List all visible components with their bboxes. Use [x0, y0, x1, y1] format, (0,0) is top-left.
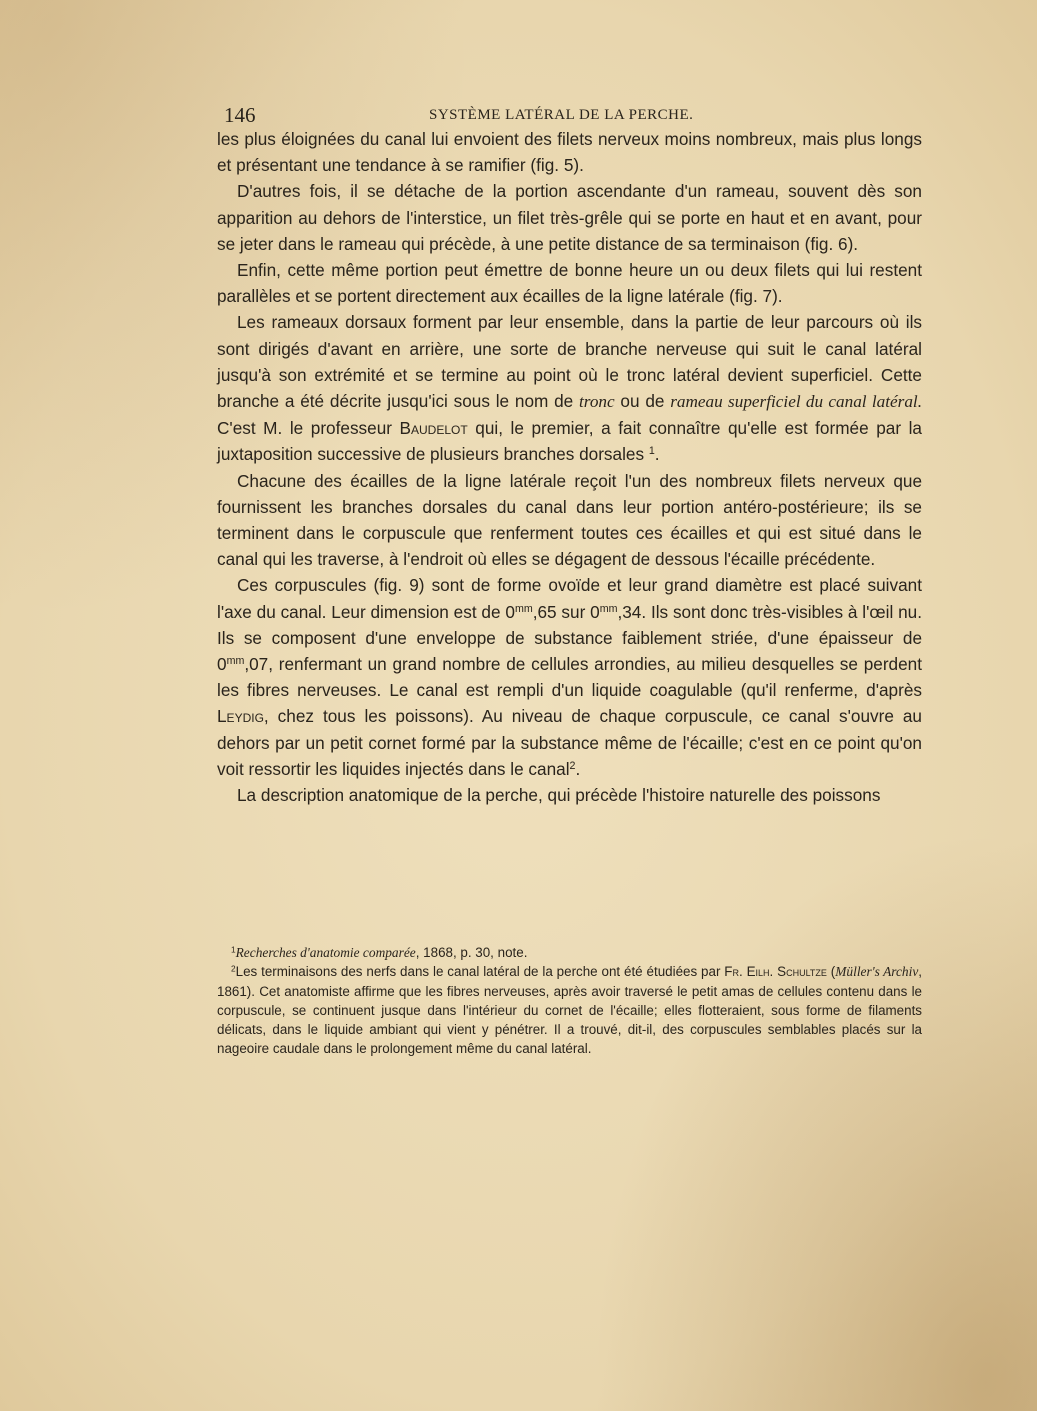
unit-mm: mm — [226, 655, 245, 668]
footnote-2-author: Fr. Eilh. Schultze — [724, 964, 827, 980]
footnote-ref-1: 1 — [648, 445, 655, 458]
term-rameau-superficiel: rameau superficiel du canal latéral. — [670, 392, 922, 412]
paragraph-6-text: ,65 sur 0 — [532, 601, 600, 622]
footnote-ref-2: 2 — [569, 760, 576, 773]
footnote-2 — [217, 962, 922, 1058]
footnote-mark-1: 1 — [231, 944, 236, 955]
page — [217, 100, 922, 808]
paragraph-7: La description anatomique de la perche, qui précède l'histoire naturelle des poissons — [237, 785, 881, 806]
paragraph-6-text: Ces corpuscules (fig. 9) sont de forme ovoïde et leur grand diamètre est placé suivant l'axe du canal. Leur dimension est de 0 — [217, 575, 922, 622]
author-leydig: Leydig — [217, 706, 264, 727]
footnote-2-text: ( — [826, 964, 836, 980]
unit-mm: mm — [599, 602, 618, 615]
footnote-1-text: , 1868, p. 30, note. — [415, 945, 528, 960]
page-number: 146 — [224, 103, 256, 127]
paragraph-4-text: qui, le premier, a fait connaître qu'elle est formée par la juxtaposition successive de plusieurs branches dorsales — [217, 418, 922, 465]
author-baudelot: Baudelot — [399, 418, 468, 439]
paragraph-6-text: , chez tous les poissons). Au niveau de chaque corpuscule, ce canal s'ouvre au dehors par un petit cornet formé par la substance même de l'écaille; c'est en ce point qu'on voit ressortir les liquides injectés dans le canal — [217, 706, 922, 779]
footnote-1 — [217, 943, 922, 962]
footnote-mark-2: 2 — [231, 963, 236, 974]
paragraph-1: les plus éloignées du canal lui envoient des filets nerveux moins nombreux, mais plus longs et présentant une tendance à se ramifier (fig. 5). — [217, 129, 922, 176]
paragraph-4-text: Les rameaux dorsaux forment par leur ensemble, dans la partie de leur parcours où ils sont dirigés d'avant en arrière, une sorte de branche nerveuse qui suit le canal latéral jusqu'à son extrémité et se termine au point où le tronc latéral devient superficiel. Cette branche a été décrite jusqu'ici sous le nom de — [217, 312, 922, 412]
running-head — [217, 100, 922, 126]
footnotes — [217, 943, 922, 1059]
footnote-1-title: Recherches d'anatomie comparée — [235, 945, 416, 960]
paragraph-6-text: ,07, renfermant un grand nombre de cellules arrondies, au milieu desquelles se perdent les fibres nerveuses. Le canal est rempli d'un liquide coagulable (qu'il renferme, d'après — [217, 654, 922, 701]
footnote-2-text: , 1861). Cet anatomiste affirme que les fibres nerveuses, après avoir traversé le petit amas de cellules contenu dans le corpuscule, se continuent jusque dans l'intérieur du cornet de l'écaille; elles flotteraient, sous forme de filaments délicats, dans le liquide ambiant qui vient y pénétrer. Il a trouvé, dit-il, des corpuscules semblables placés sur la nageoire caudale dans le prolongement même du canal latéral. — [217, 964, 922, 1057]
paragraph-4-text: . — [654, 444, 660, 465]
paragraph-4-text: C'est M. le professeur — [217, 418, 400, 439]
footnote-2-text: Les terminaisons des nerfs dans le canal latéral de la perche ont été étudiées par — [235, 964, 725, 980]
footnote-2-journal: Müller's Archiv — [835, 964, 919, 980]
paragraph-6 — [217, 572, 922, 782]
paragraph-6-text: ,34. Ils sont donc très-visibles à l'œil nu. Ils se composent d'une enveloppe de substance faiblement striée, d'une épaisseur de 0 — [217, 601, 922, 675]
paragraph-4-text: ou de — [614, 391, 671, 412]
paragraph-3: Enfin, cette même portion peut émettre de bonne heure un ou deux filets qui lui restent parallèles et se portent directement aux écailles de la ligne latérale (fig. 7). — [217, 260, 922, 307]
term-tronc: tronc — [579, 392, 615, 412]
body-text — [217, 126, 922, 808]
unit-mm: mm — [514, 602, 533, 615]
paragraph-2: D'autres fois, il se détache de la portion ascendante d'un rameau, souvent dès son apparition au dehors de l'interstice, un filet très-grêle qui se porte en haut et en avant, pour se jeter dans le rameau qui précède, à une petite distance de sa terminaison (fig. 6). — [217, 181, 922, 254]
paragraph-4 — [217, 309, 922, 467]
paragraph-6-text: . — [575, 758, 581, 779]
paragraph-5: Chacune des écailles de la ligne latérale reçoit l'un des nombreux filets nerveux que fournissent les branches dorsales du canal dans leur portion antéro-postérieure; ils se terminent dans le corpuscule que renferment toutes ces écailles et qui est situé dans le canal qui les traverse, à l'endroit où elles se dégagent de dessous l'écaille précédente. — [217, 470, 922, 570]
running-title: SYSTÈME LATÉRAL DE LA PERCHE. — [429, 107, 694, 123]
